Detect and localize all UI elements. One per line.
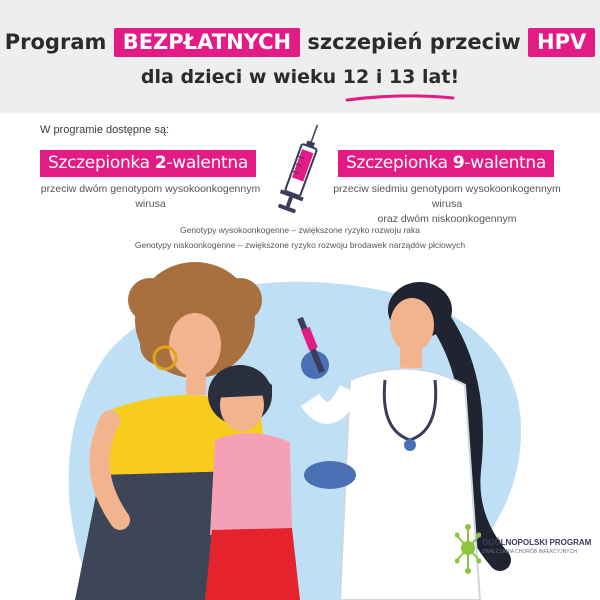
vaccine-9-description: przeciw siedmiu genotypom wysokoonkogennym wirusa oraz dwóm niskoonkogennym <box>333 183 561 225</box>
vaccine-2-title: Szczepionka 2-walentna <box>40 150 256 177</box>
note-low-oncogenic: Genotypy niskoonkogenne – zwiększone ryzyko rozwoju brodawek narządów płciowych <box>134 240 466 250</box>
title-highlight-hpv: HPV <box>528 28 595 57</box>
intro-text: W programie dostępne są: <box>40 124 170 136</box>
virus-logo-icon <box>455 518 481 578</box>
title-program: Program <box>4 30 107 54</box>
title-highlight-free: BEZPŁATNYCH <box>114 28 300 57</box>
logo-name: OGÓLNOPOLSKI PROGRAM <box>482 538 592 547</box>
logo-subtitle: ZWALCZANIA CHORÓB INFEKCYJNYCH <box>482 549 577 555</box>
title-vaccination: szczepień przeciw <box>307 30 521 54</box>
vaccine-2-description: przeciw dwóm genotypom wysokoonkogennym wirusa <box>40 183 261 210</box>
program-logo <box>455 518 595 578</box>
vaccine-9-title: Szczepionka 9-walentna <box>338 150 554 177</box>
title-line-2: dla dzieci w wieku 12 i 13 lat! <box>140 66 460 88</box>
note-high-oncogenic: Genotypy wysokoonkogenne – zwiększone ryzyko rozwoju raka <box>179 225 420 235</box>
